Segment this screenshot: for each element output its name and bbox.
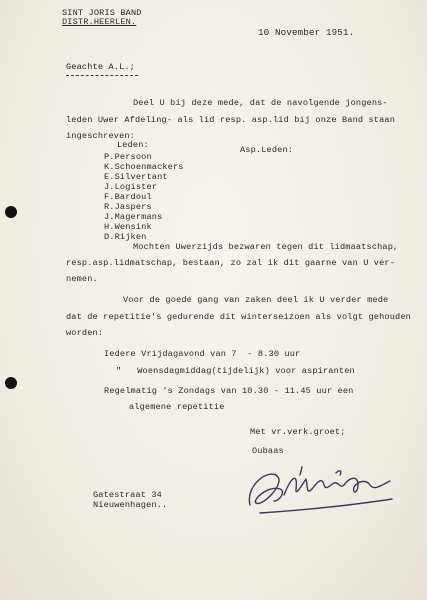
- schedule-line-wednesday: " Woensdagmiddag(tijdelijk) voor aspiranten: [116, 366, 355, 376]
- schedule-line-friday: Iedere Vrijdagavond van 7 - 8.30 uur: [104, 349, 301, 359]
- member-name: H.Wensink: [104, 222, 152, 232]
- intro-line-1: Deel U bij deze mede, dat de navolgende jongens-: [133, 98, 388, 108]
- member-name: F.Bardoul: [104, 192, 152, 202]
- member-name: K.Schoenmackers: [104, 162, 184, 172]
- aspirants-label: Asp.Leden:: [240, 145, 294, 155]
- schedule-intro-line-3: worden:: [66, 328, 104, 338]
- schedule-line-rehearsal: algemene repetitie: [129, 402, 225, 412]
- closing-title: Oubaas: [252, 446, 284, 456]
- schedule-line-sunday: Regelmatig 's Zondags van 10.30 - 11.45 uur een: [104, 386, 354, 396]
- punch-hole-bottom: [5, 377, 17, 389]
- schedule-intro-line-2: dat de repetitie's gedurende dit winterseizoen als volgt gehouden: [66, 312, 411, 322]
- salutation: Geachte A.L.;: [66, 62, 135, 72]
- member-name: R.Jaspers: [104, 202, 152, 212]
- member-name: P.Persoon: [104, 152, 152, 162]
- org-district: DISTR.HEERLEN.: [62, 17, 137, 27]
- salutation-underline: [66, 75, 138, 76]
- punch-hole-top: [5, 206, 17, 218]
- intro-line-2: leden Uwer Afdeling- als lid resp. asp.lid bij onze Band staan: [66, 115, 396, 125]
- objection-line-1: Mochten Uwerzijds bezwaren tegen dit lidmaatschap,: [133, 242, 399, 252]
- member-name: D.Rijken: [104, 232, 147, 242]
- closing-greeting: Met vr.verk.groet;: [250, 427, 346, 437]
- letter-date: 10 November 1951.: [258, 27, 355, 38]
- org-name: SINT JORIS BAND: [62, 8, 142, 18]
- intro-line-3: ingeschreven:: [66, 131, 135, 141]
- member-name: J.Logister: [104, 182, 158, 192]
- schedule-intro-line-1: Voor de goede gang van zaken deel ik U verder mede: [123, 295, 389, 305]
- member-name: J.Magermans: [104, 212, 163, 222]
- members-label: Leden:: [117, 140, 149, 150]
- sender-street: Gatestraat 34: [93, 490, 162, 500]
- objection-line-3: nemen.: [66, 274, 98, 284]
- member-name: E.Silvertant: [104, 172, 168, 182]
- sender-town: Nieuwenhagen..: [93, 500, 168, 510]
- signature: [240, 455, 400, 525]
- objection-line-2: resp.asp.lidmatschap, bestaan, zo zal ik dit gaarne van U ver-: [66, 258, 396, 268]
